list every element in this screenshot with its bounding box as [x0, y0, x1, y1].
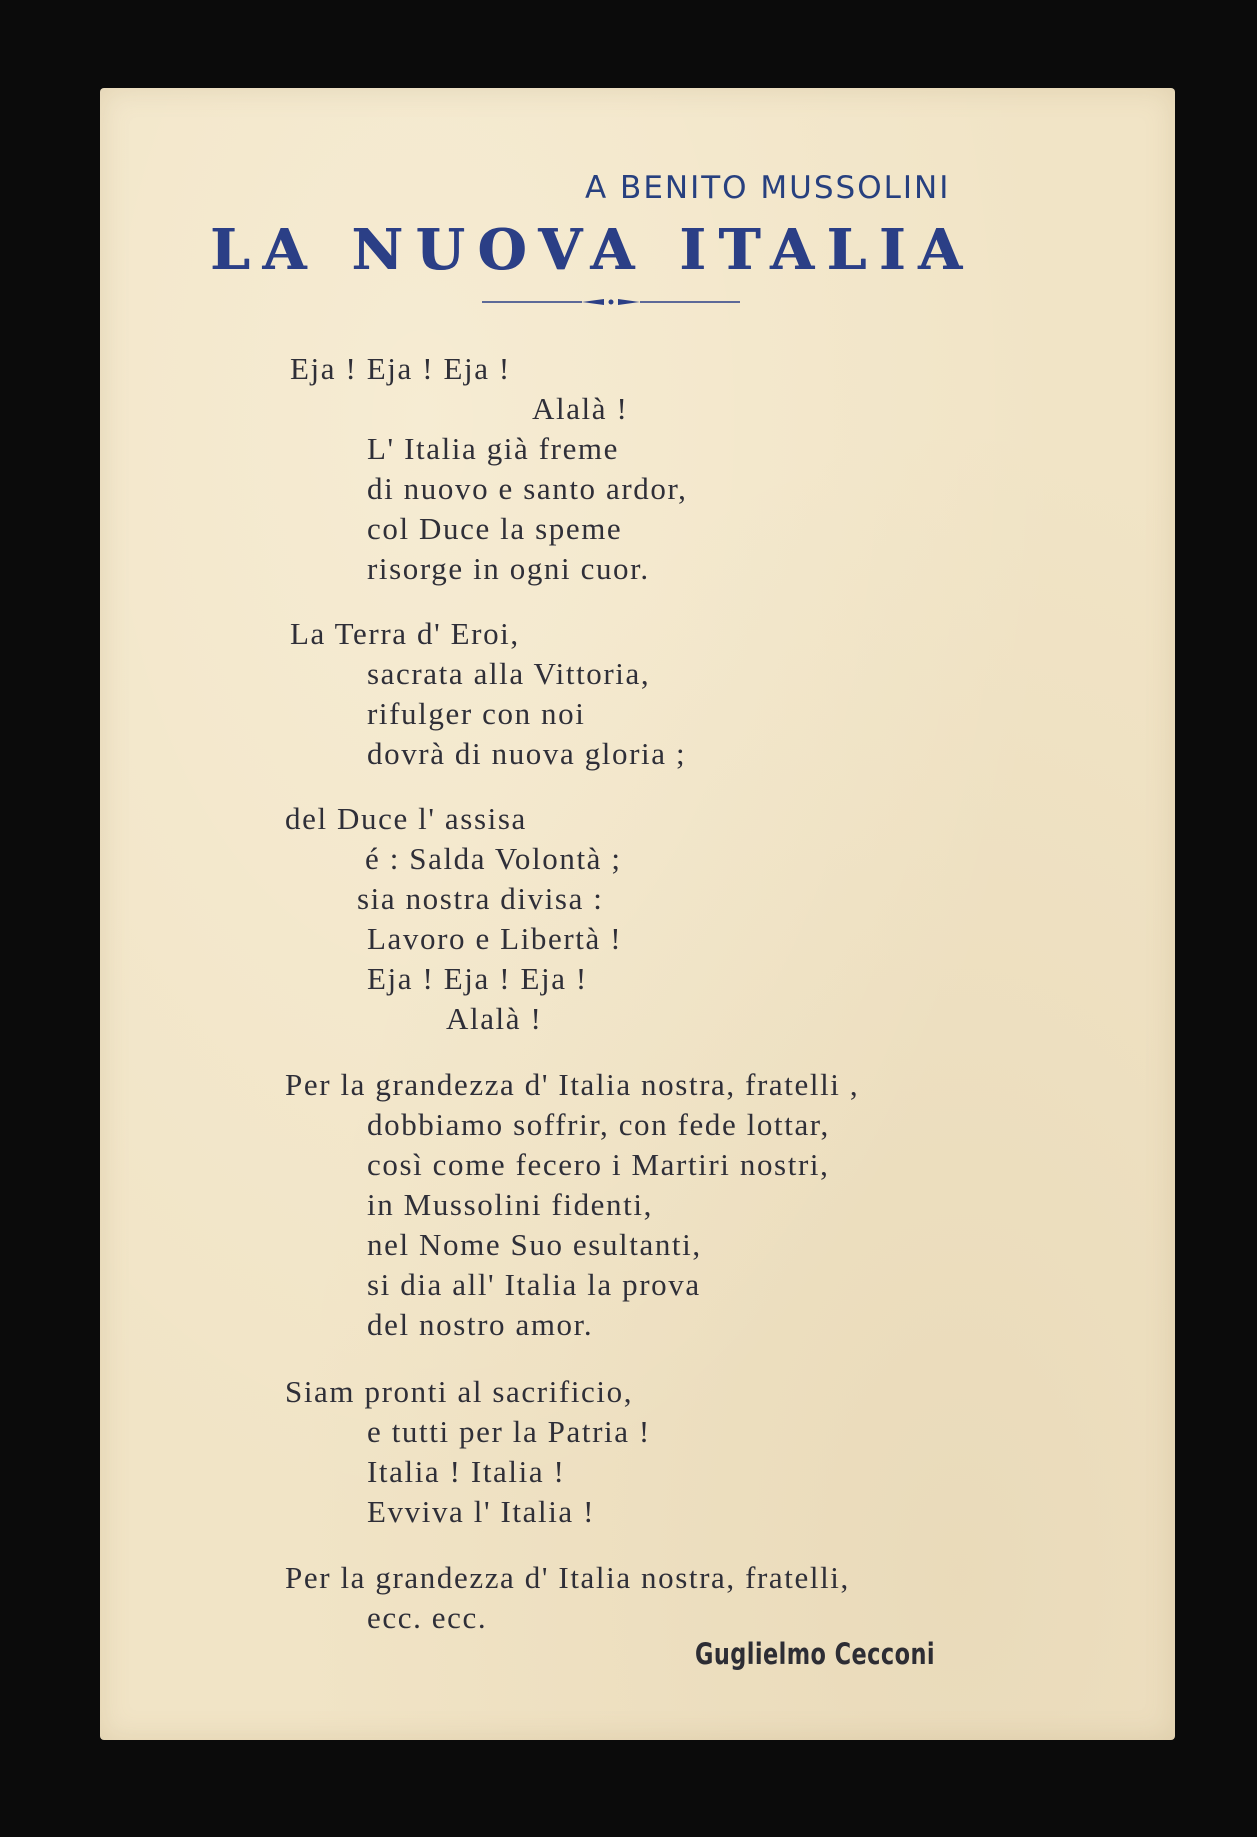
poem-line: si dia all' Italia la prova: [367, 1267, 701, 1302]
dedication: A BENITO MUSSOLINI: [585, 170, 951, 206]
poem-line: col Duce la speme: [367, 511, 623, 546]
poem-line: Per la grandezza d' Italia nostra, fratelli ,: [285, 1067, 860, 1102]
author-signature: Guglielmo Cecconi: [695, 1637, 936, 1671]
poem-line: Siam pronti al sacrificio,: [285, 1374, 634, 1409]
poem-line: é : Salda Volontà ;: [365, 841, 622, 876]
poem-line: di nuovo e santo ardor,: [367, 471, 688, 506]
poem-line: Alalà !: [532, 391, 629, 426]
poem-line: così come fecero i Martiri nostri,: [367, 1147, 830, 1182]
poem-line: Eja ! Eja ! Eja !: [290, 351, 511, 386]
poem-line: del nostro amor.: [367, 1307, 594, 1342]
poem-line: dobbiamo soffrir, con fede lottar,: [367, 1107, 830, 1142]
poem-line: rifulger con noi: [367, 696, 586, 731]
poem-line: in Mussolini fidenti,: [367, 1187, 653, 1222]
poem-line: del Duce l' assisa: [285, 801, 527, 836]
poem-line: Evviva l' Italia !: [367, 1494, 596, 1529]
postcard: [100, 88, 1175, 1740]
poem-line: ecc. ecc.: [367, 1600, 488, 1635]
poem-line: L' Italia già freme: [367, 431, 620, 466]
poem-line: dovrà di nuova gloria ;: [367, 736, 687, 771]
poem-line: La Terra d' Eroi,: [290, 616, 520, 651]
poem-line: risorge in ogni cuor.: [367, 551, 650, 586]
poem-line: Italia ! Italia !: [367, 1454, 566, 1489]
poem-line: Lavoro e Libertà !: [367, 921, 623, 956]
ornament-divider: [482, 296, 740, 308]
poem-line: Eja ! Eja ! Eja !: [367, 961, 588, 996]
page-title: LA NUOVA ITALIA: [210, 217, 975, 283]
poem-line: sia nostra divisa :: [357, 881, 604, 916]
poem-line: sacrata alla Vittoria,: [367, 656, 651, 691]
poem-line: Alalà !: [446, 1001, 543, 1036]
poem-line: nel Nome Suo esultanti,: [367, 1227, 702, 1262]
poem-line: e tutti per la Patria !: [367, 1414, 651, 1449]
poem-line: Per la grandezza d' Italia nostra, fratelli,: [285, 1560, 850, 1595]
